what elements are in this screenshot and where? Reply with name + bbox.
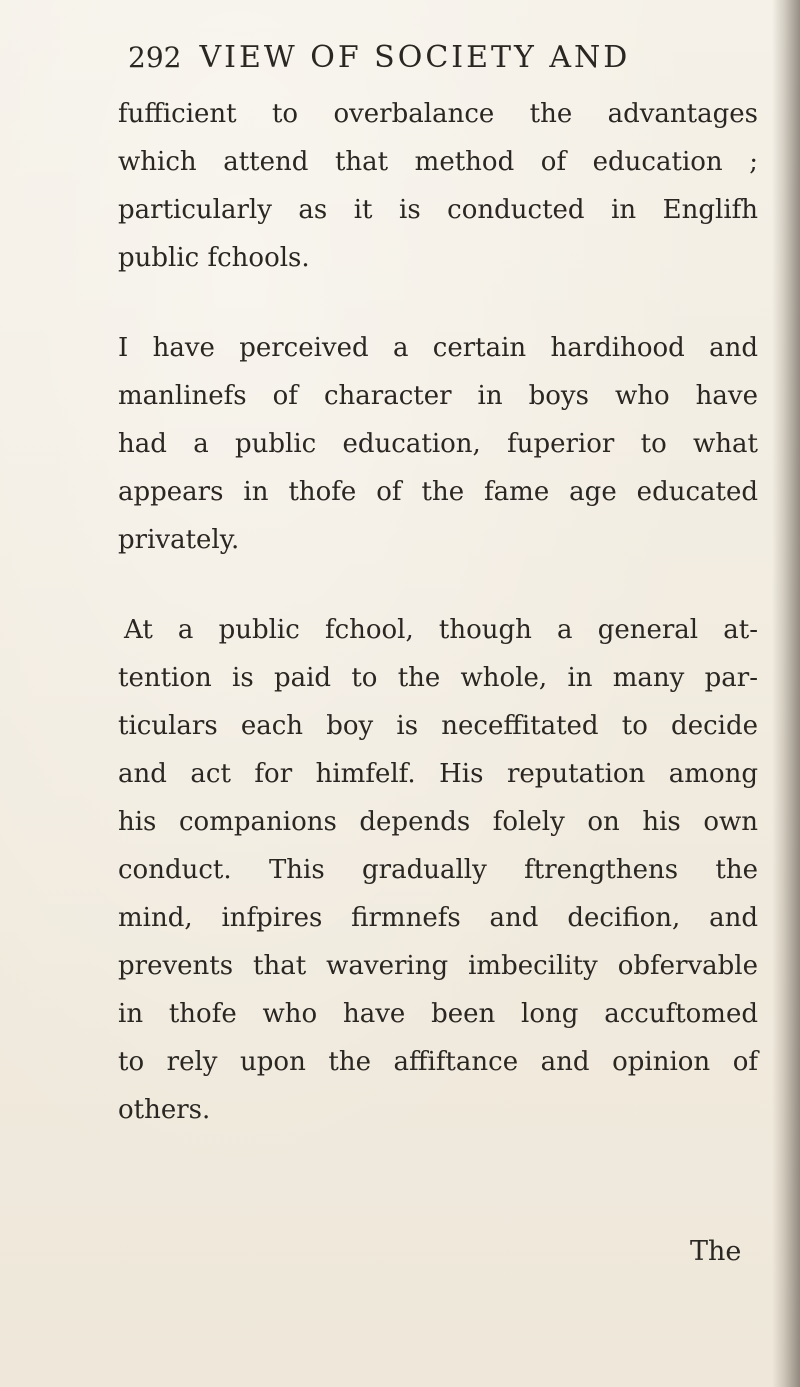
text-line: public fchools. bbox=[118, 243, 310, 273]
catchword: The bbox=[690, 1236, 742, 1267]
page-edge-shadow bbox=[772, 0, 800, 1387]
text-line: his companions depends folely on his own bbox=[118, 807, 758, 837]
page-number: 292 bbox=[128, 41, 182, 74]
paragraph-1 bbox=[118, 90, 763, 282]
body-text bbox=[118, 90, 763, 1134]
text-line: privately. bbox=[118, 525, 240, 555]
text-line: fufficient to overbalance the advantages bbox=[118, 99, 758, 129]
text-line: prevents that wavering imbecility obfervable bbox=[118, 951, 758, 981]
text-line: mind, infpires firmnefs and decifion, and bbox=[118, 903, 758, 933]
running-head: VIEW OF SOCIETY AND bbox=[199, 40, 631, 75]
text-line: particularly as it is conducted in Englifh bbox=[118, 195, 758, 225]
paragraph-2 bbox=[118, 324, 763, 564]
text-line: ticulars each boy is neceffitated to decide bbox=[118, 711, 758, 741]
text-line: appears in thofe of the fame age educated bbox=[118, 477, 758, 507]
text-line: in thofe who have been long accuftomed bbox=[118, 999, 758, 1029]
paragraph-3 bbox=[118, 606, 763, 1134]
text-line: manlinefs of character in boys who have bbox=[118, 381, 758, 411]
text-line: and act for himfelf. His reputation among bbox=[118, 759, 758, 789]
text-line: tention is paid to the whole, in many par- bbox=[118, 663, 758, 693]
text-line: At a public fchool, though a general at- bbox=[124, 615, 758, 645]
text-line: conduct. This gradually ftrengthens the bbox=[118, 855, 758, 885]
text-line: others. bbox=[118, 1095, 211, 1125]
text-line: which attend that method of education ; bbox=[118, 147, 758, 177]
page-header bbox=[128, 40, 688, 84]
text-line: I have perceived a certain hardihood and bbox=[118, 333, 758, 363]
text-line: to rely upon the affiftance and opinion of bbox=[118, 1047, 758, 1077]
text-line: had a public education, fuperior to what bbox=[118, 429, 758, 459]
